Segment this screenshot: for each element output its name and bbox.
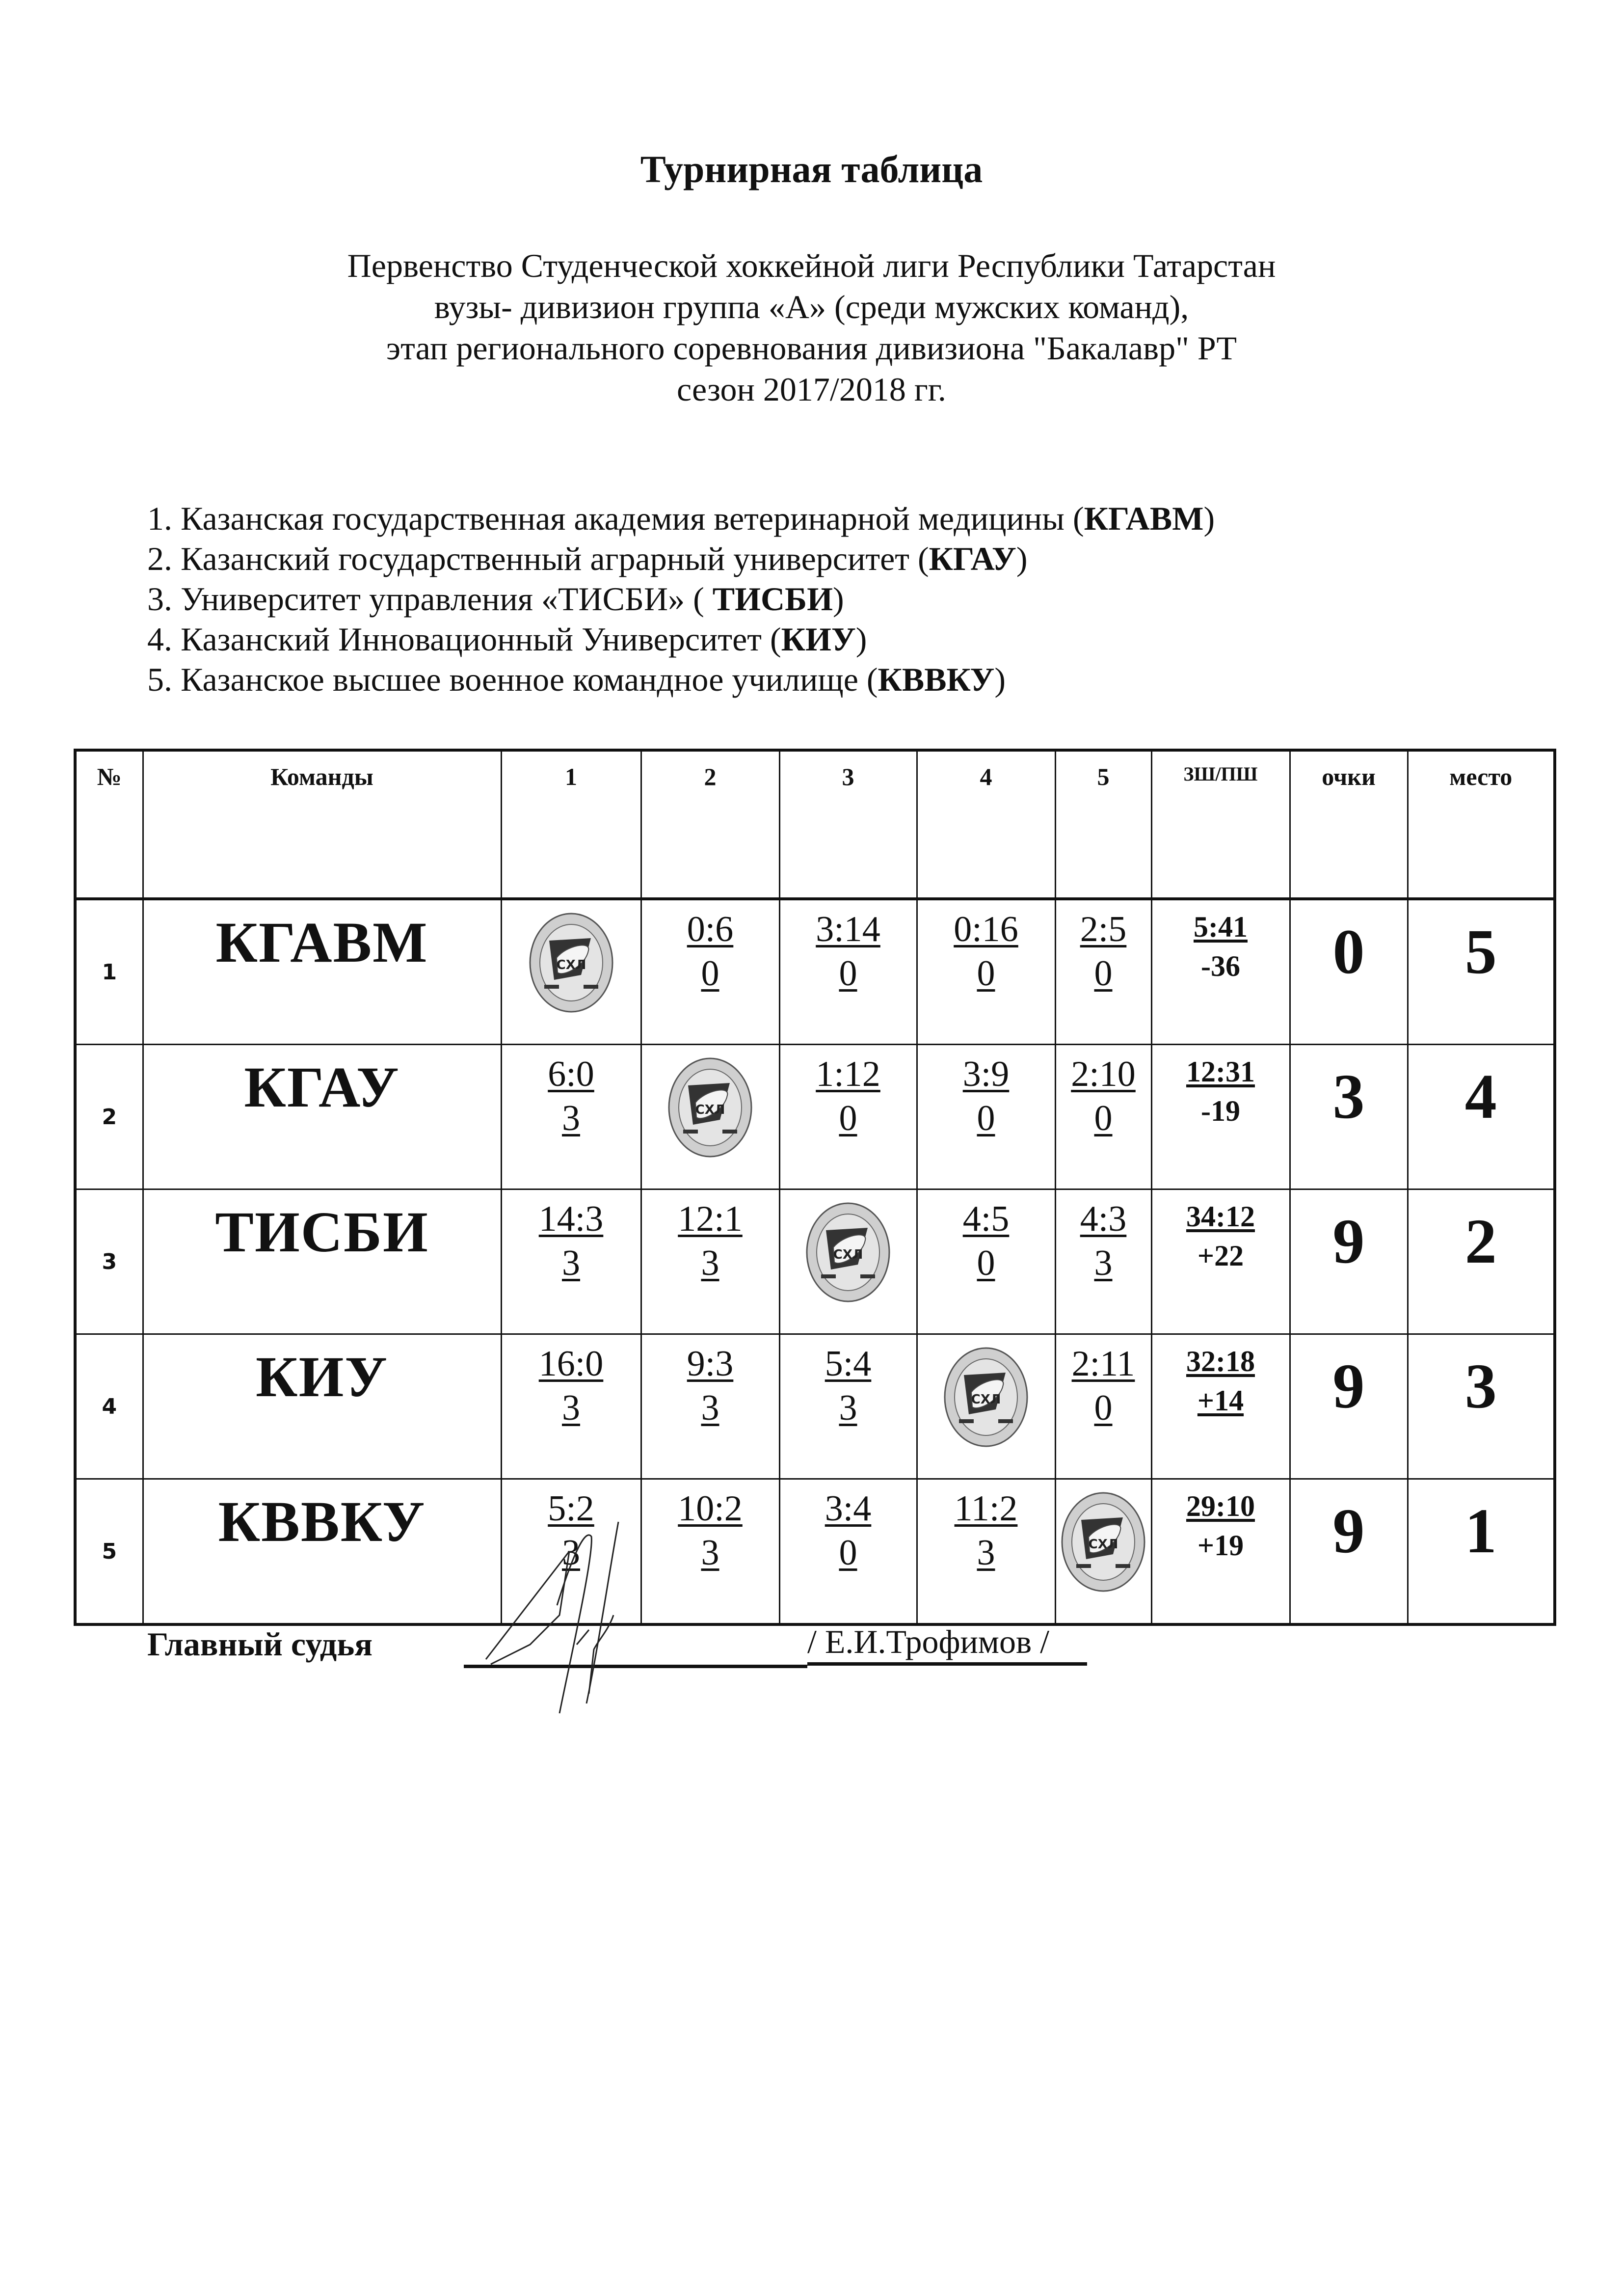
- match-result-cell: [779, 1334, 917, 1479]
- match-score: 3:14: [816, 909, 880, 949]
- svg-text:СХЛ: СХЛ: [833, 1247, 863, 1262]
- team-list-close: ): [1203, 500, 1215, 537]
- match-score: 4:5: [962, 1199, 1010, 1239]
- team-list-close: ): [833, 580, 844, 618]
- match-points: 0: [977, 1243, 995, 1283]
- goals-for-against: 34:12: [1186, 1200, 1255, 1233]
- subtitle-line: сезон 2017/2018 гг.: [677, 371, 946, 408]
- team-name: ТИСБИ: [143, 1189, 501, 1334]
- place-cell: 5: [1408, 899, 1555, 1045]
- goals-for-against: 5:41: [1194, 911, 1248, 943]
- self-match-cell: [1055, 1479, 1151, 1625]
- row-number: 5: [75, 1479, 143, 1625]
- team-name: КГАУ: [143, 1045, 501, 1189]
- subtitle-line: этап регионального соревнования дивизиона "Бакалавр" РТ: [386, 329, 1237, 367]
- team-list-close: ): [994, 661, 1006, 698]
- team-list-text: 5. Казанское высшее военное командное училище (: [147, 661, 878, 698]
- match-points: 0: [1094, 1388, 1113, 1428]
- points-cell: 9: [1290, 1479, 1408, 1625]
- name-underline: [807, 1662, 1087, 1666]
- self-match-cell: [779, 1189, 917, 1334]
- match-score: 9:3: [687, 1344, 734, 1384]
- points-cell: 0: [1290, 899, 1408, 1045]
- team-list-text: 2. Казанский государственный аграрный университет (: [147, 540, 929, 577]
- match-points: 0: [701, 953, 719, 994]
- team-list: [147, 498, 1215, 700]
- match-score: 14:3: [538, 1199, 604, 1239]
- subtitle-line: вузы- дивизион группа «А» (среди мужских команд),: [434, 288, 1189, 325]
- match-score: 2:5: [1080, 909, 1127, 949]
- table-row: [75, 1045, 1555, 1189]
- header-goals: ЗШ/ПШ: [1151, 750, 1290, 899]
- team-list-item: [147, 619, 1215, 659]
- match-result-cell: [779, 899, 917, 1045]
- svg-text:СХЛ: СХЛ: [1088, 1537, 1118, 1552]
- goal-difference: +19: [1197, 1529, 1244, 1562]
- match-result-cell: [1055, 1189, 1151, 1334]
- match-score: 3:4: [825, 1488, 872, 1529]
- row-number: 1: [75, 899, 143, 1045]
- goals-cell: [1151, 1479, 1290, 1625]
- match-points: 3: [701, 1388, 719, 1428]
- match-score: 10:2: [678, 1488, 743, 1529]
- match-score: 11:2: [954, 1488, 1018, 1529]
- league-seal-icon: [666, 1056, 754, 1162]
- handwritten-signature: [471, 1517, 717, 1723]
- team-list-abbr: КВВКУ: [878, 661, 995, 698]
- self-match-cell: [641, 1045, 779, 1189]
- match-result-cell: [779, 1479, 917, 1625]
- league-seal-icon: [942, 1346, 1030, 1451]
- row-number: 4: [75, 1334, 143, 1479]
- match-points: 3: [562, 1098, 580, 1138]
- match-points: 3: [701, 1243, 719, 1283]
- match-points: 3: [1094, 1243, 1113, 1283]
- match-points: 0: [977, 1098, 995, 1138]
- match-score: 6:0: [548, 1054, 594, 1094]
- header-col-1: 1: [501, 750, 641, 899]
- match-score: 1:12: [816, 1054, 880, 1094]
- table-row: [75, 1479, 1555, 1625]
- match-score: 4:3: [1080, 1199, 1127, 1239]
- header-place: место: [1408, 750, 1555, 899]
- team-list-item: [147, 498, 1215, 539]
- team-list-abbr: КГАУ: [929, 540, 1016, 577]
- match-result-cell: [1055, 1045, 1151, 1189]
- match-points: 3: [701, 1533, 719, 1573]
- header-num: №: [75, 750, 143, 899]
- match-result-cell: [501, 1334, 641, 1479]
- match-result-cell: [917, 1479, 1055, 1625]
- team-name: КИУ: [143, 1334, 501, 1479]
- match-result-cell: [917, 1189, 1055, 1334]
- match-result-cell: [641, 1189, 779, 1334]
- goals-for-against: 32:18: [1186, 1345, 1255, 1378]
- team-list-close: ): [855, 621, 867, 658]
- table-row: [75, 1334, 1555, 1479]
- match-points: 3: [977, 1533, 995, 1573]
- goal-difference: +14: [1197, 1384, 1244, 1417]
- match-points: 3: [562, 1388, 580, 1428]
- match-result-cell: [917, 1045, 1055, 1189]
- subtitle-line: Первенство Студенческой хоккейной лиги Республики Татарстан: [347, 247, 1276, 284]
- team-list-item: [147, 659, 1215, 700]
- match-score: 16:0: [538, 1344, 604, 1384]
- league-seal-icon: [527, 911, 615, 1017]
- team-list-close: ): [1016, 540, 1028, 577]
- svg-text:СХЛ: СХЛ: [695, 1103, 725, 1117]
- header-col-4: 4: [917, 750, 1055, 899]
- match-points: 0: [839, 1098, 857, 1138]
- goals-for-against: 12:31: [1186, 1055, 1255, 1088]
- league-seal-icon: [1059, 1490, 1147, 1596]
- match-score: 2:11: [1071, 1344, 1135, 1384]
- match-points: 0: [1094, 953, 1113, 994]
- match-result-cell: [1055, 899, 1151, 1045]
- match-score: 5:4: [825, 1344, 872, 1384]
- goals-cell: [1151, 1334, 1290, 1479]
- place-cell: 4: [1408, 1045, 1555, 1189]
- goal-difference: +22: [1197, 1240, 1244, 1272]
- standings-table: [74, 749, 1556, 1626]
- team-list-abbr: КГАВМ: [1084, 500, 1204, 537]
- self-match-cell: [501, 899, 641, 1045]
- header-points: очки: [1290, 750, 1408, 899]
- team-list-abbr: КИУ: [781, 621, 856, 658]
- points-cell: 3: [1290, 1045, 1408, 1189]
- place-cell: 2: [1408, 1189, 1555, 1334]
- goals-cell: [1151, 1045, 1290, 1189]
- team-list-text: 4. Казанский Инновационный Университет (: [147, 621, 781, 658]
- team-name: КГАВМ: [143, 899, 501, 1045]
- team-list-item: [147, 579, 1215, 619]
- header-teams: Команды: [143, 750, 501, 899]
- team-name: КВВКУ: [143, 1479, 501, 1625]
- page-title: Турнирная таблица: [640, 148, 983, 190]
- row-number: 2: [75, 1045, 143, 1189]
- match-points: 0: [839, 953, 857, 994]
- goal-difference: -19: [1201, 1095, 1240, 1127]
- match-result-cell: [501, 1045, 641, 1189]
- match-result-cell: [779, 1045, 917, 1189]
- match-result-cell: [641, 899, 779, 1045]
- match-points: 0: [977, 953, 995, 994]
- points-cell: 9: [1290, 1189, 1408, 1334]
- match-score: 3:9: [962, 1054, 1010, 1094]
- chief-judge-label: Главный судья: [147, 1625, 373, 1663]
- team-list-item: [147, 539, 1215, 579]
- points-cell: 9: [1290, 1334, 1408, 1479]
- header-col-5: 5: [1055, 750, 1151, 899]
- header-col-2: 2: [641, 750, 779, 899]
- table-header-row: [75, 750, 1555, 899]
- svg-text:СХЛ: СХЛ: [556, 958, 586, 972]
- place-cell: 3: [1408, 1334, 1555, 1479]
- match-score: 12:1: [678, 1199, 743, 1239]
- goals-cell: [1151, 899, 1290, 1045]
- goals-for-against: 29:10: [1186, 1490, 1255, 1522]
- svg-text:СХЛ: СХЛ: [971, 1392, 1001, 1407]
- match-result-cell: [1055, 1334, 1151, 1479]
- match-result-cell: [501, 1189, 641, 1334]
- goal-difference: -36: [1201, 950, 1240, 982]
- match-points: 3: [562, 1243, 580, 1283]
- match-score: 0:6: [687, 909, 734, 949]
- match-points: 3: [562, 1533, 580, 1573]
- league-seal-icon: [804, 1201, 892, 1306]
- row-number: 3: [75, 1189, 143, 1334]
- match-points: 0: [1094, 1098, 1113, 1138]
- team-list-text: 3. Университет управления «ТИСБИ» (: [147, 580, 713, 618]
- chief-judge-name: / Е.И.Трофимов /: [807, 1623, 1049, 1660]
- match-points: 0: [839, 1533, 857, 1573]
- match-score: 2:10: [1071, 1054, 1136, 1094]
- goals-cell: [1151, 1189, 1290, 1334]
- match-result-cell: [917, 899, 1055, 1045]
- team-list-abbr: ТИСБИ: [712, 580, 833, 618]
- self-match-cell: [917, 1334, 1055, 1479]
- place-cell: 1: [1408, 1479, 1555, 1625]
- table-row: [75, 899, 1555, 1045]
- header-col-3: 3: [779, 750, 917, 899]
- match-score: 5:2: [548, 1488, 594, 1529]
- table-row: [75, 1189, 1555, 1334]
- match-points: 3: [839, 1388, 857, 1428]
- team-list-text: 1. Казанская государственная академия ветеринарной медицины (: [147, 500, 1084, 537]
- match-result-cell: [641, 1334, 779, 1479]
- match-score: 0:16: [954, 909, 1018, 949]
